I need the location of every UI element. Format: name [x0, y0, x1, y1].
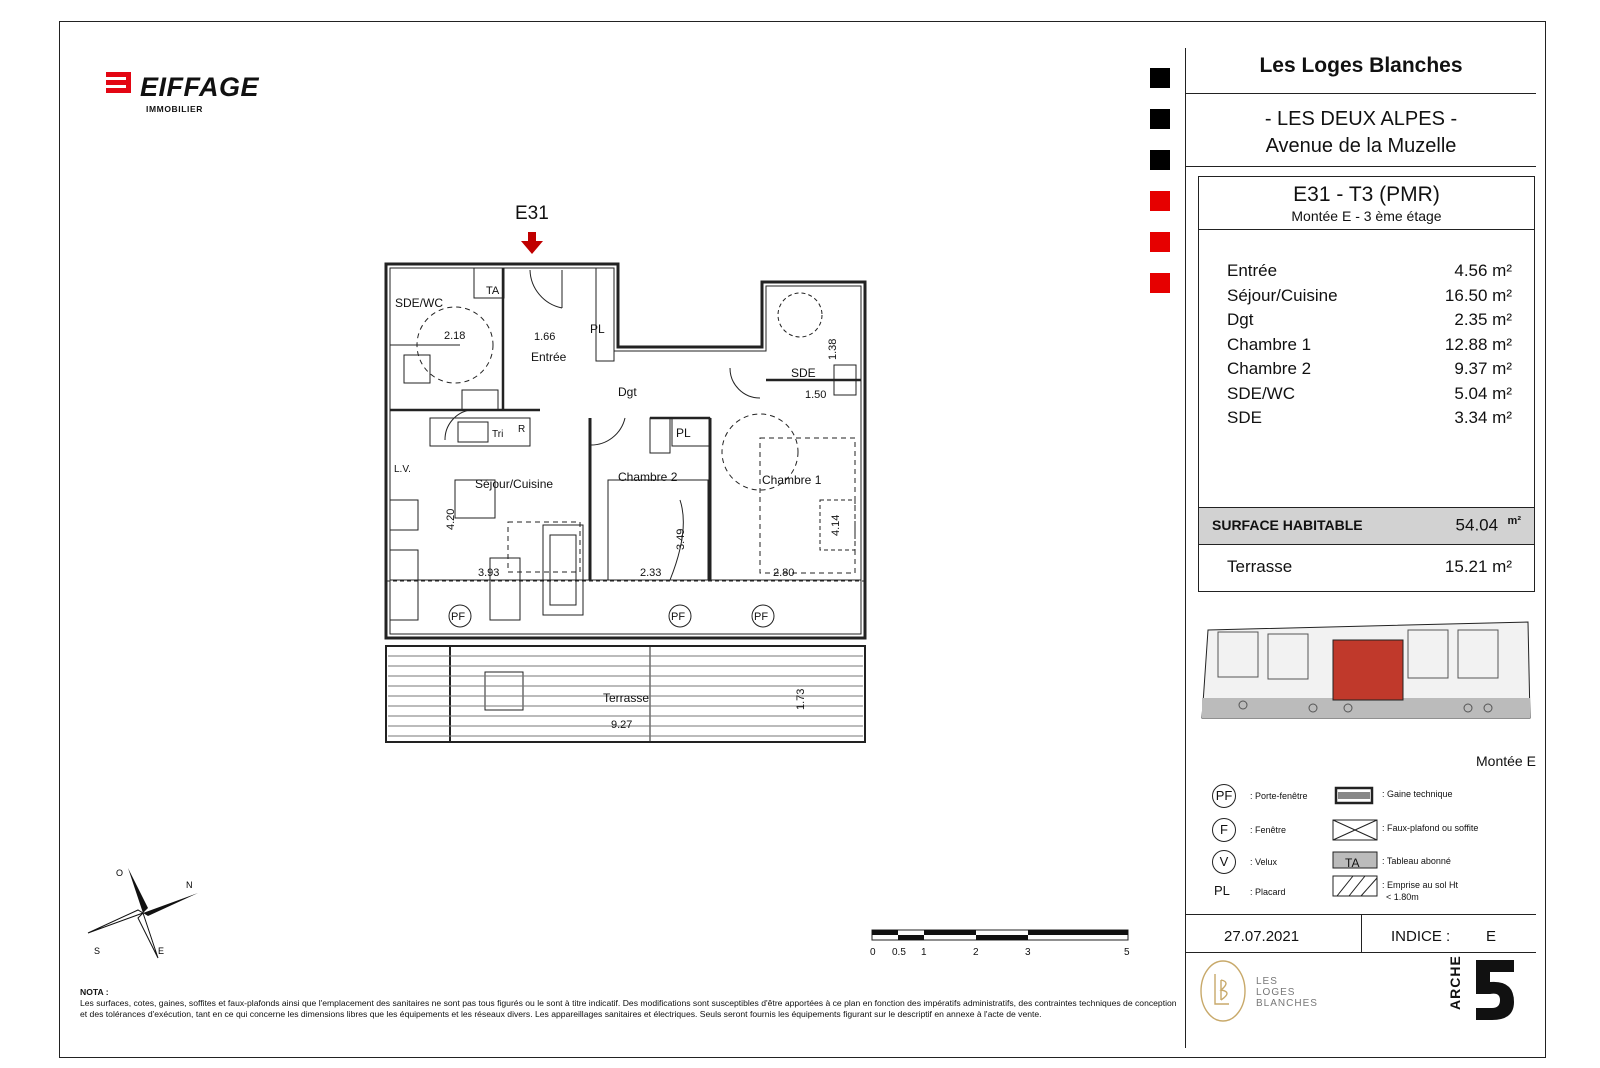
divider [1186, 166, 1536, 167]
disclaimer-note [80, 987, 1180, 1020]
scale-tick: 2 [973, 947, 979, 958]
dim-2-33: 2.33 [640, 567, 662, 579]
nota-title: NOTA : [80, 987, 109, 997]
room-sde: SDE [791, 366, 816, 380]
legend-v-icon: V [1212, 850, 1236, 874]
legend-pf: : Porte-fenêtre [1250, 791, 1308, 801]
surface-unit: m² [1507, 515, 1521, 527]
room-sde-wc: SDE/WC [395, 296, 443, 310]
status-square [1150, 191, 1170, 211]
legend-f: : Fenêtre [1250, 825, 1287, 835]
status-square [1150, 109, 1170, 129]
logo-line-2: LOGES [1256, 987, 1296, 998]
entry-arrow-icon [521, 232, 543, 254]
arche5-logo-icon [1470, 958, 1518, 1022]
room-row [1227, 286, 1512, 311]
pf-label: PF [671, 611, 686, 623]
status-square [1150, 68, 1170, 88]
indice-label: INDICE : [1391, 928, 1451, 945]
logo-line-1: LES [1256, 976, 1278, 987]
room-name: Chambre 2 [1227, 359, 1312, 378]
surface-number: 54.04 [1455, 515, 1499, 535]
room-area: 2.35 m² [1454, 310, 1512, 329]
dim-1-50: 1.50 [805, 389, 827, 401]
room-area: 4.56 m² [1454, 261, 1512, 280]
dim-9-27: 9.27 [611, 719, 633, 731]
gaine-fill [1338, 792, 1370, 799]
room-chambre1: Chambre 1 [762, 473, 822, 487]
room-name: Chambre 1 [1227, 334, 1312, 354]
room-sejour: Séjour/Cuisine [475, 477, 554, 491]
surface-label: SURFACE HABITABLE [1212, 517, 1363, 533]
loges-blanches-logo-icon [1198, 958, 1248, 1024]
divider [1361, 914, 1362, 952]
room-row [1227, 310, 1512, 335]
dim-3-93: 3.93 [478, 567, 500, 579]
compass-e: E [158, 946, 165, 956]
title-block [1185, 48, 1536, 1048]
floor-plan [350, 200, 910, 770]
dim-4-20: 4.20 [445, 508, 457, 530]
scale-tick: 0 [870, 947, 876, 958]
legend-emprise-2: < 1.80m [1386, 892, 1419, 902]
label-tri: Tri [492, 429, 504, 440]
eiffage-logo [106, 70, 260, 114]
drawing-date: 27.07.2021 [1224, 928, 1300, 945]
nota-text: Les surfaces, cotes, gaines, soffites et faux-plafonds ainsi que l'emplacement des sanitaires ne sont pas tous figurés ou le sont à titre indicatif. Des modifications sont susceptibles d'être apportées à ce plan en fonction des impératifs administratifs, des contraintes techniques de conception et des tolérances d'exécution, tant en ce qui concerne les dimensions libres que les équipements et les réseaux divers. Les appareillages sanitaires et électriques. Seuls seront fournis les équipements figurant sur le descriptif en annexe à l'acte de vente. [80, 998, 1177, 1019]
unit-title: E31 - T3 (PMR) [1293, 183, 1440, 206]
room-row [1227, 384, 1512, 409]
project-location [1186, 106, 1536, 160]
scale-tick: 3 [1025, 947, 1031, 958]
project-title: Les Loges Blanches [1259, 54, 1463, 77]
terrace-row [1227, 557, 1512, 577]
compass-rose [88, 868, 198, 963]
legend-ta-symbol: TA [1345, 856, 1360, 870]
label-pl-1: PL [590, 322, 605, 336]
scale-tick: 0.5 [892, 947, 906, 958]
room-row [1227, 335, 1512, 360]
legend-ta: : Tableau abonné [1382, 856, 1451, 866]
legend-pl: : Placard [1250, 887, 1286, 897]
dim-2-18: 2.18 [444, 330, 466, 342]
room-row [1227, 359, 1512, 384]
dim-1-66: 1.66 [534, 331, 556, 343]
legend-v: : Velux [1250, 857, 1278, 867]
brand-sub: IMMOBILIER [146, 104, 203, 114]
room-name: Séjour/Cuisine [1227, 285, 1338, 305]
eiffage-logo-icon [106, 70, 136, 100]
room-name: Dgt [1227, 310, 1254, 329]
legend-gaine: : Gaine technique [1382, 789, 1453, 799]
montee-label: Montée E [1476, 753, 1536, 769]
scale-bar-graphic [872, 930, 1134, 960]
label-lv: L.V. [394, 464, 411, 475]
dim-1-38: 1.38 [827, 338, 839, 360]
dim-1-73: 1.73 [795, 688, 807, 710]
unit-floor: Montée E - 3 ème étage [1291, 208, 1442, 224]
label-pl-2: PL [676, 426, 691, 440]
compass-n: N [186, 880, 193, 890]
pf-label: PF [754, 611, 769, 623]
room-area: 9.37 m² [1454, 359, 1512, 378]
room-area: 3.34 m² [1454, 408, 1512, 427]
legend-pl-symbol: PL [1214, 883, 1230, 898]
room-dgt: Dgt [618, 385, 637, 399]
dim-4-14: 4.14 [830, 514, 842, 536]
surface-band [1199, 507, 1534, 545]
room-list [1227, 261, 1512, 433]
room-area: 16.50 m² [1444, 285, 1512, 305]
dim-2-80: 2.80 [773, 567, 795, 579]
indice-value: E [1486, 928, 1497, 945]
legend-swatches [1333, 784, 1379, 904]
room-entree: Entrée [531, 350, 567, 364]
location-line-1: - LES DEUX ALPES - [1264, 108, 1458, 130]
loges-blanches-logo [1256, 976, 1318, 1009]
scale-tick: 5 [1124, 947, 1130, 958]
legend-faux-plafond: : Faux-plafond ou soffite [1382, 823, 1479, 833]
compass-s: S [94, 946, 101, 956]
divider [1199, 229, 1534, 230]
room-name: SDE/WC [1227, 383, 1295, 403]
room-chambre2: Chambre 2 [618, 470, 678, 484]
divider [1186, 93, 1536, 94]
dim-3-49: 3.49 [675, 528, 687, 550]
room-area: 12.88 m² [1444, 334, 1512, 354]
brand-name: EIFFAGE [140, 72, 260, 102]
legend-pf-icon: PF [1212, 784, 1236, 808]
room-name: SDE [1227, 408, 1262, 427]
location-line-2: Avenue de la Muzelle [1265, 135, 1457, 157]
scale-bar [872, 930, 1134, 965]
scale-tick: 1 [921, 947, 927, 958]
terrace-label: Terrasse [1227, 557, 1293, 576]
label-r: R [518, 424, 526, 435]
pf-label: PF [451, 611, 466, 623]
status-square [1150, 150, 1170, 170]
unit-box [1198, 176, 1535, 592]
status-square [1150, 273, 1170, 293]
terrace-value: 15.21 m² [1444, 557, 1512, 576]
divider [1186, 952, 1536, 953]
unit-highlight [1333, 640, 1403, 700]
status-square [1150, 232, 1170, 252]
legend-f-icon: F [1212, 818, 1236, 842]
room-row [1227, 408, 1512, 433]
arche-logo-text: ARCHE [1447, 955, 1463, 1010]
surface-value [1456, 515, 1521, 536]
room-terrasse: Terrasse [603, 691, 650, 705]
logo-line-3: BLANCHES [1256, 998, 1318, 1009]
site-key-plan [1198, 620, 1533, 720]
room-area: 5.04 m² [1454, 383, 1512, 403]
room-row [1227, 261, 1512, 286]
label-ta: TA [486, 285, 500, 297]
unit-marker: E31 [515, 203, 549, 224]
legend-emprise-1: : Emprise au sol Ht [1382, 880, 1459, 890]
room-name: Entrée [1227, 261, 1278, 280]
compass-icon [88, 868, 198, 958]
compass-o: O [116, 868, 124, 878]
